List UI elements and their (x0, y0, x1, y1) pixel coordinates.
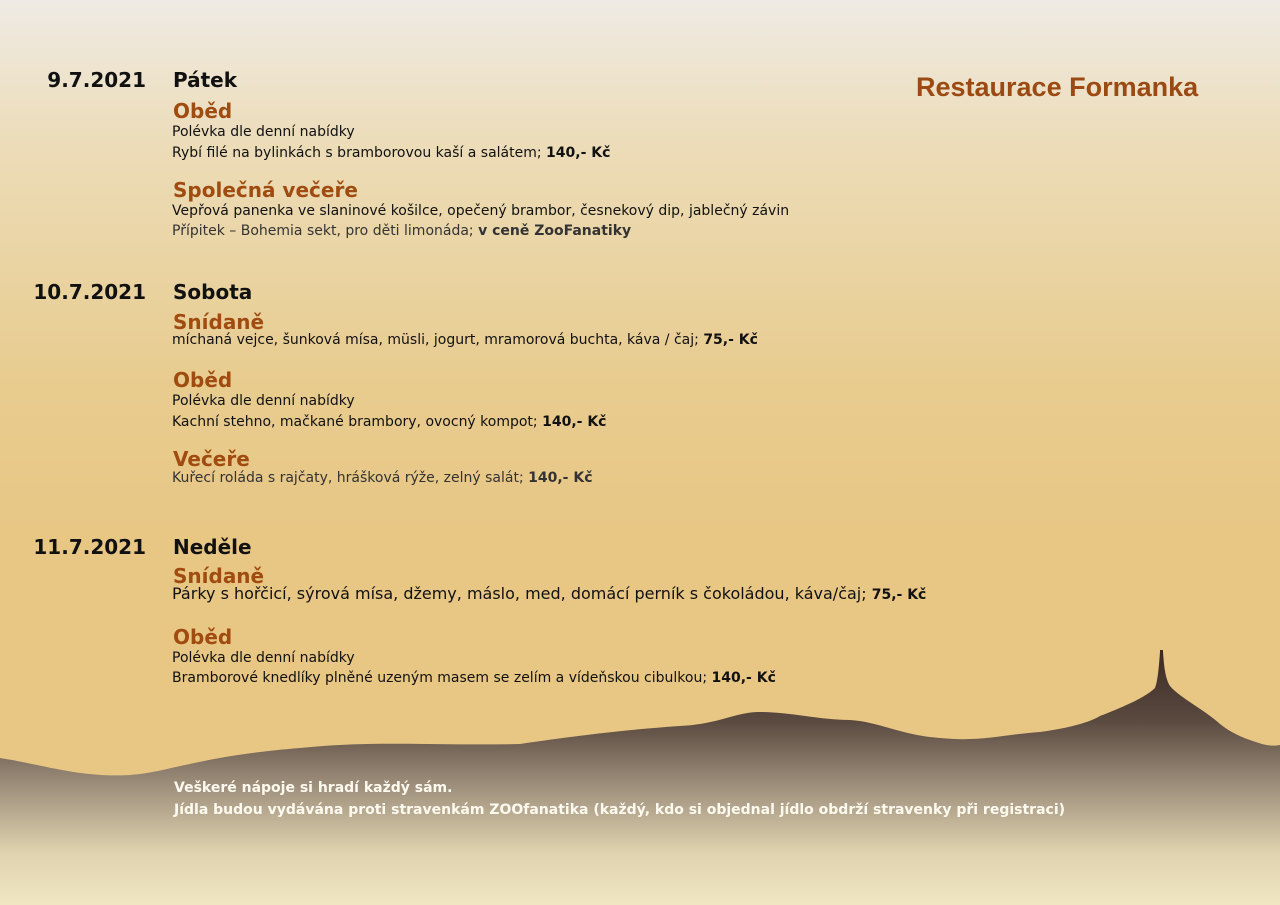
meal-line: Bramborové knedlíky plněné uzeným masem se zelím a vídeňskou cibulkou; 140,- Kč (172, 670, 776, 686)
meal-title: Snídaně (173, 310, 265, 334)
day-date: 9.7.2021 (47, 68, 146, 92)
meal-line: míchaná vejce, šunková mísa, müsli, jogurt, mramorová buchta, káva / čaj; 75,- Kč (172, 332, 758, 348)
meal-line: Párky s hořčicí, sýrová mísa, džemy, máslo, med, domácí perník s čokoládou, káva/čaj; 75,- Kč (172, 584, 927, 603)
meal-line: Kuřecí roláda s rajčaty, hrášková rýže, zelný salát; 140,- Kč (172, 470, 593, 486)
meal-price: 140,- Kč (711, 670, 776, 686)
meal-price: 75,- Kč (703, 332, 758, 348)
footer-note: Jídla budou vydávána proti stravenkám ZOOfanatika (každý, kdo si objednal jídlo obdrží stravenky při registraci) (174, 802, 1066, 818)
meal-price: 140,- Kč (546, 145, 611, 161)
meal-title: Večeře (173, 447, 250, 471)
meal-line: Vepřová panenka ve slaninové košilce, opečený brambor, česnekový dip, jablečný závin (172, 203, 790, 219)
meal-line: Polévka dle denní nabídky (172, 650, 355, 666)
meal-price: 140,- Kč (542, 414, 607, 430)
restaurant-title: Restaurace Formanka (916, 72, 1199, 102)
meal-title: Společná večeře (173, 178, 358, 202)
meal-line: Přípitek – Bohemia sekt, pro děti limonáda; v ceně ZooFanatiky (172, 223, 632, 239)
meal-price: 75,- Kč (871, 587, 927, 603)
meal-title: Oběd (173, 99, 233, 123)
meal-price: 140,- Kč (528, 470, 593, 486)
meal-line: Polévka dle denní nabídky (172, 124, 355, 140)
day-name: Pátek (173, 68, 238, 92)
meal-line: Kachní stehno, mačkané brambory, ovocný kompot; 140,- Kč (172, 414, 607, 430)
day-date: 11.7.2021 (33, 535, 146, 559)
meal-line: Polévka dle denní nabídky (172, 393, 355, 409)
meal-title: Snídaně (173, 564, 265, 588)
day-name: Neděle (173, 535, 252, 559)
day-date: 10.7.2021 (33, 280, 146, 304)
day-name: Sobota (173, 280, 253, 304)
meal-title: Oběd (173, 625, 233, 649)
footer-note: Veškeré nápoje si hradí každý sám. (174, 780, 453, 796)
meal-price: v ceně ZooFanatiky (478, 223, 632, 239)
meal-title: Oběd (173, 368, 233, 392)
meal-line: Rybí filé na bylinkách s bramborovou kaší a salátem; 140,- Kč (172, 145, 611, 161)
